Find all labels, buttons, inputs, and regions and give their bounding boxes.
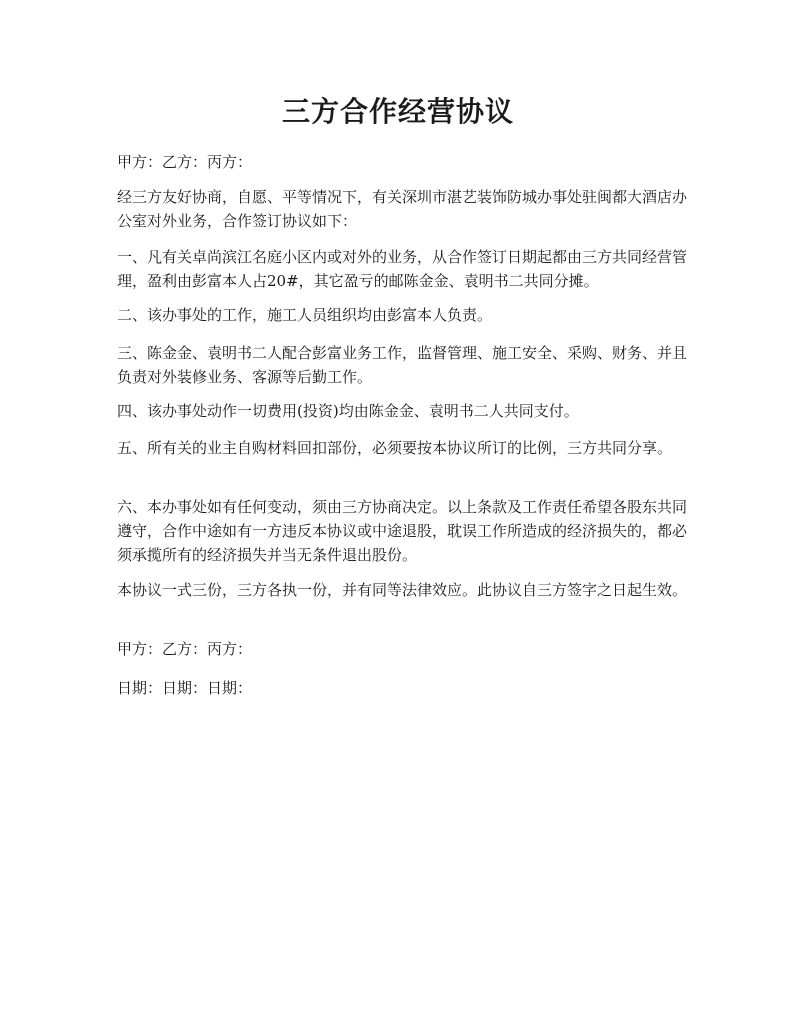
clause-6: 六、本办事处如有任何变动，须由三方协商决定。以上条款及工作责任希望各股东共同遵守，合作中途如有一方违反本协议或中途退股，耽误工作所造成的经济损失的，都必须承揽所有的经济损失并当无条件退出股份。 <box>117 498 688 564</box>
clause-5: 五、所有关的业主自购材料回扣部份，必须要按本协议所订的比例，三方共同分享。 <box>117 439 673 457</box>
clause-4: 四、该办事处动作一切费用(投资)均由陈金金、袁明书二人共同支付。 <box>117 402 579 420</box>
parties-line: 甲方：乙方：丙方： <box>117 153 253 171</box>
clause-3: 三、陈金金、袁明书二人配合彭富业务工作，监督管理、施工安全、采购、财务、并且负责对外装修业务、客源等后勤工作。 <box>117 344 688 386</box>
intro-paragraph: 经三方友好协商，自愿、平等情况下，有关深圳市湛艺装饰防城办事处驻闽都大酒店办公室对外业务，合作签订协议如下： <box>117 188 688 230</box>
document-title: 三方合作经营协议 <box>281 95 514 128</box>
signature-dates-line: 日期：日期：日期： <box>117 679 253 697</box>
signature-parties-line: 甲方：乙方：丙方： <box>117 640 253 658</box>
clause-1: 一、凡有关卓尚滨江名庭小区内或对外的业务，从合作签订日期起都由三方共同经营管理，盈利由彭富本人占20#，其它盈亏的邮陈金金、袁明书二共同分摊。 <box>117 248 688 290</box>
clause-2: 二、该办事处的工作，施工人员组织均由彭富本人负责。 <box>117 306 493 324</box>
effectiveness-paragraph: 本协议一式三份，三方各执一份，并有同等法律效应。此协议自三方签字之日起生效。 <box>117 581 688 599</box>
